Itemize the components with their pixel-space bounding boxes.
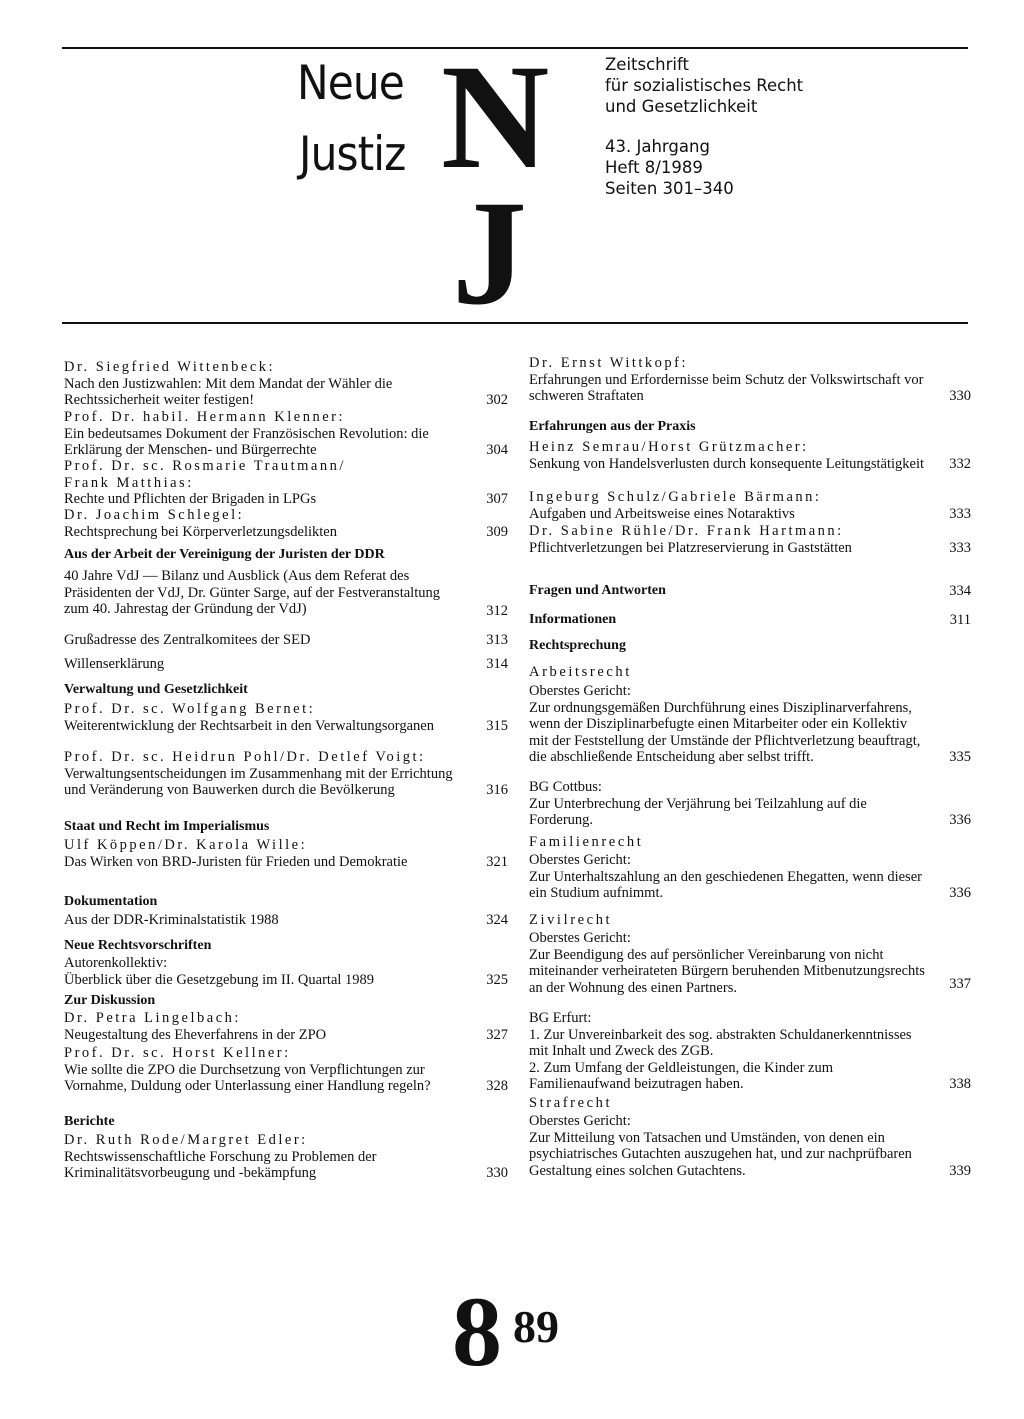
section-heading: Verwaltung und Gesetzlichkeit bbox=[64, 682, 248, 697]
toc-title: Pflichtverletzungen bei Platzreservierung in Gaststätten bbox=[529, 539, 852, 556]
subsection-heading: Zivilrecht bbox=[529, 912, 613, 928]
logo-word-neue: Neue bbox=[297, 56, 404, 111]
toc-title: Willenserklärung bbox=[64, 656, 165, 672]
toc-title: Rechte und Pflichten der Brigaden in LPGs bbox=[64, 491, 317, 508]
toc-section-entry bbox=[529, 583, 971, 600]
toc-author: Oberstes Gericht: bbox=[529, 930, 631, 946]
toc-title: Verwaltungsentscheidungen im Zusammenhang mit der Errichtung und Veränderung von Bauwerken durch die Bevölkerung bbox=[64, 765, 453, 799]
toc-author: Dr. Siegfried Wittenbeck: bbox=[64, 359, 276, 375]
toc-author: Oberstes Gericht: bbox=[529, 1113, 631, 1129]
toc-page: 333 bbox=[949, 505, 971, 522]
toc-entry bbox=[529, 355, 971, 405]
volume-label: 43. Jahrgang bbox=[605, 137, 710, 156]
toc-page: 336 bbox=[949, 812, 971, 829]
toc-title: 40 Jahre VdJ — Bilanz und Ausblick (Aus dem Referat des Präsidenten der VdJ, Dr. Günter Sarge, auf der Festveranstaltung zum 40. Jahrestag der Gründung der VdJ) bbox=[64, 568, 440, 618]
section-heading: Zur Diskussion bbox=[64, 993, 156, 1008]
section-heading: Informationen bbox=[529, 612, 617, 627]
toc-page: 311 bbox=[949, 612, 971, 628]
toc-title: Aufgaben und Arbeitsweise eines Notaraktivs bbox=[529, 505, 795, 522]
toc-page: 327 bbox=[486, 1026, 508, 1043]
toc-entry bbox=[529, 489, 971, 522]
toc-title: Zur Unterhaltszahlung an den geschiedenen Ehegatten, wenn dieser ein Studium aufnimmt. bbox=[529, 868, 922, 902]
toc-page: 328 bbox=[486, 1078, 508, 1095]
toc-author: Prof. Dr. sc. Rosmarie Trautmann/ Frank Matthias: bbox=[64, 458, 346, 491]
toc-author: Ulf Köppen/Dr. Karola Wille: bbox=[64, 837, 308, 853]
toc-entry bbox=[64, 955, 508, 988]
toc-title: Zur Mitteilung von Tatsachen und Umständen, von denen ein psychiatrisches Gutachten auszugehen hat, und zur nachprüfbaren Gestaltung eines solchen Gutachtens. bbox=[529, 1129, 912, 1179]
toc-title: Zur ordnungsgemäßen Durchführung eines Disziplinarverfahrens, wenn der Disziplinarbefugte einen Mitarbeiter oder ein Kollektiv mit der Feststellung der Umstände der Pflichtverletzung beauftragt, die abschließende Entscheidung aber selbst trifft. bbox=[529, 699, 921, 766]
toc-entry bbox=[64, 1045, 508, 1095]
subtitle-line: für sozialistisches Recht bbox=[605, 76, 804, 95]
toc-page: 330 bbox=[949, 388, 971, 405]
toc-title: 2. Zum Umfang der Geldleistungen, die Kinder zum Familienaufwand beizutragen haben. bbox=[529, 1059, 834, 1093]
masthead-issue-info bbox=[605, 136, 734, 199]
pages-label: Seiten 301–340 bbox=[605, 179, 734, 198]
toc-author: Oberstes Gericht: bbox=[529, 683, 631, 699]
toc-author: Dr. Petra Lingelbach: bbox=[64, 1010, 241, 1026]
toc-entry bbox=[64, 1010, 508, 1043]
toc-entry bbox=[64, 656, 508, 673]
toc-entry bbox=[64, 632, 508, 649]
toc-entry bbox=[529, 852, 971, 902]
toc-title: Ein bedeutsames Dokument der Französischen Revolution: die Erklärung der Menschen- und Bürgerrechte bbox=[64, 425, 429, 459]
toc-entry bbox=[529, 683, 971, 766]
logo-letter-j: J bbox=[452, 170, 527, 336]
toc-title: Zur Beendigung des auf persönlicher Vereinbarung von nicht miteinander verheirateten Bürgern beruhenden Mitbenutzungsrechts an der Wohnung des einen Partners. bbox=[529, 946, 925, 996]
toc-entry bbox=[64, 409, 508, 459]
toc-entry bbox=[529, 930, 971, 996]
toc-title: Weiterentwicklung der Rechtsarbeit in den Verwaltungsorganen bbox=[64, 717, 434, 734]
toc-page: 313 bbox=[486, 632, 508, 648]
toc-page: 333 bbox=[949, 539, 971, 556]
toc-page: 337 bbox=[949, 975, 971, 992]
toc-title: Aus der DDR-Kriminalstatistik 1988 bbox=[64, 912, 279, 928]
toc-entry bbox=[529, 1010, 971, 1093]
toc-title: Nach den Justizwahlen: Mit dem Mandat der Wähler die Rechtssicherheit weiter festigen! bbox=[64, 375, 393, 409]
section-heading: Staat und Recht im Imperialismus bbox=[64, 819, 270, 834]
toc-author: BG Cottbus: bbox=[529, 779, 602, 795]
toc-title: Erfahrungen und Erfordernisse beim Schutz der Volkswirtschaft vor schweren Straftaten bbox=[529, 371, 924, 405]
toc-page: 332 bbox=[949, 455, 971, 472]
toc-section-entry bbox=[529, 612, 971, 629]
subtitle-line: Zeitschrift bbox=[605, 55, 689, 74]
toc-page: 312 bbox=[486, 603, 508, 620]
toc-title: Das Wirken von BRD-Juristen für Frieden und Demokratie bbox=[64, 853, 408, 870]
section-heading: Fragen und Antworten bbox=[529, 583, 666, 598]
toc-author: Prof. Dr. sc. Horst Kellner: bbox=[64, 1045, 291, 1061]
logo-letter-n: N bbox=[441, 34, 550, 200]
toc-page: 335 bbox=[949, 749, 971, 766]
toc-page: 334 bbox=[949, 583, 971, 599]
toc-author: Prof. Dr. habil. Hermann Klenner: bbox=[64, 409, 346, 425]
toc-author: Oberstes Gericht: bbox=[529, 852, 631, 868]
toc-author: Heinz Semrau/Horst Grützmacher: bbox=[529, 439, 809, 455]
toc-title: 1. Zur Unvereinbarkeit des sog. abstrakten Schuldanerkenntnisses mit Inhalt und Zweck des ZGB. bbox=[529, 1026, 912, 1060]
toc-page: 325 bbox=[486, 971, 508, 988]
section-heading: Berichte bbox=[64, 1114, 115, 1129]
toc-page: 338 bbox=[949, 1076, 971, 1093]
toc-page: 316 bbox=[486, 782, 508, 799]
toc-page: 336 bbox=[949, 885, 971, 902]
toc-page: 321 bbox=[486, 853, 508, 870]
toc-author: Dr. Ernst Wittkopf: bbox=[529, 355, 689, 371]
toc-title: Rechtsprechung bei Körperverletzungsdelikten bbox=[64, 523, 337, 540]
toc-title: Neugestaltung des Eheverfahrens in der ZPO bbox=[64, 1026, 327, 1043]
toc-author: Ingeburg Schulz/Gabriele Bärmann: bbox=[529, 489, 822, 505]
toc-title: Rechtswissenschaftliche Forschung zu Problemen der Kriminalitätsvorbeugung und -bekämpfung bbox=[64, 1148, 377, 1182]
toc-entry bbox=[64, 458, 508, 508]
issue-label: Heft 8/1989 bbox=[605, 158, 703, 177]
toc-author: Dr. Sabine Rühle/Dr. Frank Hartmann: bbox=[529, 523, 844, 539]
logo-word-justiz: Justiz bbox=[299, 127, 406, 182]
toc-author: Autorenkollektiv: bbox=[64, 955, 168, 971]
toc-title: Wie sollte die ZPO die Durchsetzung von Verpflichtungen zur Vornahme, Duldung oder Unterlassung einer Handlung regeln? bbox=[64, 1061, 431, 1095]
section-heading: Dokumentation bbox=[64, 894, 158, 909]
toc-entry bbox=[64, 568, 508, 618]
toc-page: 302 bbox=[486, 392, 508, 409]
toc-entry bbox=[64, 912, 508, 929]
toc-title: Senkung von Handelsverlusten durch konsequente Leitungstätigkeit bbox=[529, 455, 925, 472]
toc-page: 314 bbox=[486, 656, 508, 672]
subsection-heading: Arbeitsrecht bbox=[529, 664, 632, 680]
toc-author: BG Erfurt: bbox=[529, 1010, 592, 1026]
toc-author: Dr. Ruth Rode/Margret Edler: bbox=[64, 1132, 308, 1148]
toc-page: 304 bbox=[486, 442, 508, 459]
toc-page: 339 bbox=[949, 1162, 971, 1179]
toc-author: Dr. Joachim Schlegel: bbox=[64, 507, 245, 523]
toc-entry bbox=[529, 439, 971, 472]
toc-author: Prof. Dr. sc. Heidrun Pohl/Dr. Detlef Voigt: bbox=[64, 749, 426, 765]
section-heading: Neue Rechtsvorschriften bbox=[64, 938, 212, 953]
toc-title: Grußadresse des Zentralkomitees der SED bbox=[64, 632, 311, 648]
toc-entry bbox=[529, 523, 971, 556]
toc-entry bbox=[64, 359, 508, 409]
toc-entry bbox=[64, 749, 508, 799]
toc-entry bbox=[64, 837, 508, 870]
subsection-heading: Strafrecht bbox=[529, 1095, 613, 1111]
toc-page: 315 bbox=[486, 717, 508, 734]
toc-entry bbox=[529, 1113, 971, 1179]
toc-title: Zur Unterbrechung der Verjährung bei Teilzahlung auf die Forderung. bbox=[529, 795, 867, 829]
masthead-subtitle bbox=[605, 54, 803, 117]
toc-page: 307 bbox=[486, 491, 508, 508]
section-heading: Rechtsprechung bbox=[529, 638, 626, 653]
toc-entry bbox=[529, 779, 971, 829]
section-heading: Aus der Arbeit der Vereinigung der Juristen der DDR bbox=[64, 547, 385, 562]
toc-page: 309 bbox=[486, 523, 508, 540]
issue-year: 89 bbox=[513, 1301, 559, 1352]
toc-entry bbox=[64, 701, 508, 734]
toc-author: Prof. Dr. sc. Wolfgang Bernet: bbox=[64, 701, 316, 717]
toc-page: 330 bbox=[486, 1165, 508, 1182]
section-heading: Erfahrungen aus der Praxis bbox=[529, 419, 696, 434]
issue-number: 8 bbox=[452, 1276, 502, 1387]
toc-page: 324 bbox=[486, 912, 508, 928]
toc-title: Überblick über die Gesetzgebung im II. Quartal 1989 bbox=[64, 971, 375, 988]
toc-entry bbox=[64, 1132, 508, 1182]
subsection-heading: Familienrecht bbox=[529, 834, 644, 850]
toc-entry bbox=[64, 507, 508, 540]
subtitle-line: und Gesetzlichkeit bbox=[605, 97, 758, 116]
